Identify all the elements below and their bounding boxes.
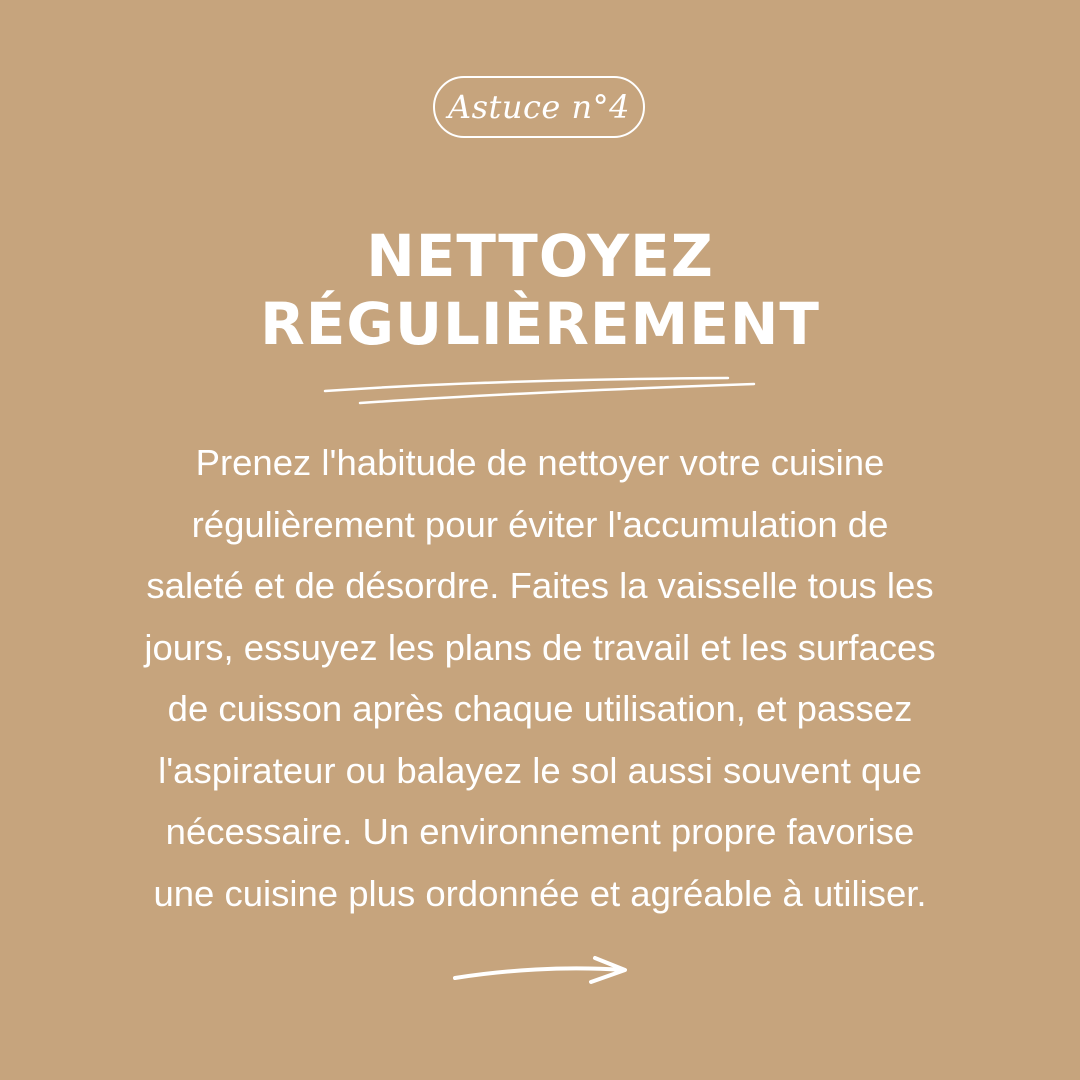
description-line: l'aspirateur ou balayez le sol aussi souvent que [158,749,922,791]
title-line-2: RÉGULIÈREMENT [260,290,820,358]
description-line: jours, essuyez les plans de travail et les surfaces [144,626,936,668]
title-line-1: NETTOYEZ [366,222,714,290]
page-title [0,222,1080,358]
description-line: une cuisine plus ordonnée et agréable à utiliser. [153,872,927,914]
tip-number-label: Astuce n°4 [448,88,630,126]
tip-description [90,432,990,924]
description-line: Prenez l'habitude de nettoyer votre cuisine [195,442,885,483]
description-line: nécessaire. Un environnement propre favorise [165,811,915,852]
description-line: régulièrement pour éviter l'accumulation de [191,503,889,545]
description-line: de cuisson après chaque utilisation, et passez [167,688,913,729]
tip-number-badge [433,76,645,138]
hand-drawn-underline [320,370,760,410]
arrow-right-icon[interactable] [445,950,635,990]
description-line: saleté et de désordre. Faites la vaisselle tous les [146,565,934,606]
